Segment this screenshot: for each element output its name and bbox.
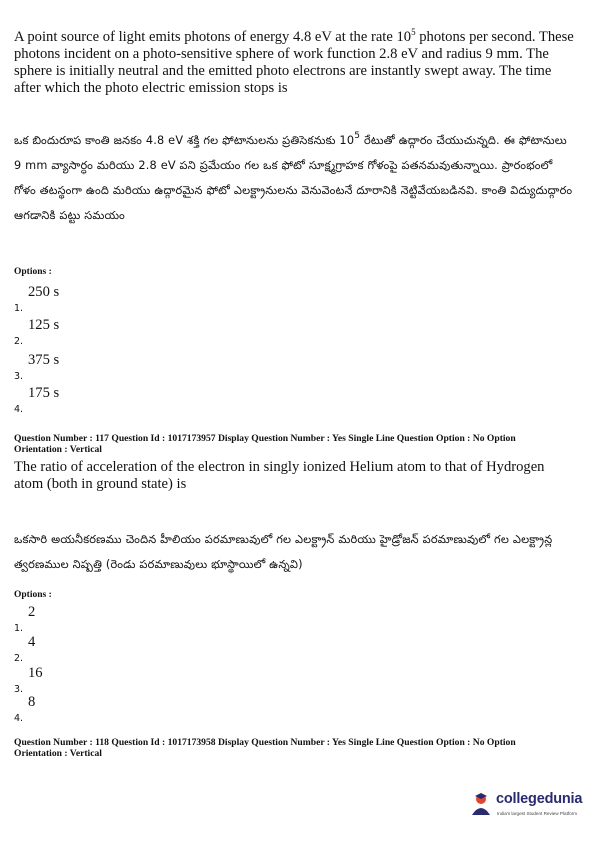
question-117-meta xyxy=(14,433,574,455)
meta-line: Question Number : 118 Question Id : 1017173958 Display Question Number : Yes Single Line Question Option : No Option xyxy=(14,737,516,748)
logo-wordmark: collegedunia xyxy=(496,791,583,807)
option-number: 2. xyxy=(14,336,24,347)
logo-tagline: India's largest Student Review Platform xyxy=(497,811,578,816)
q117-te-exponent: 5 xyxy=(354,131,361,141)
question-117-telugu-text xyxy=(14,128,574,228)
option-number: 4. xyxy=(14,404,24,415)
question-118-english-text: The ratio of acceleration of the electron in singly ionized Helium atom to that of Hydrogen atom (both in ground state) is xyxy=(14,459,545,492)
option-value: 16 xyxy=(28,665,43,681)
option-value: 125 s xyxy=(28,317,60,333)
option-value: 375 s xyxy=(28,352,60,368)
options-header-118: Options : xyxy=(14,590,52,600)
options-header-117: Options : xyxy=(14,267,52,277)
option-118-2[interactable] xyxy=(14,634,134,664)
q117-en-part2: photons per second. These photons incident on a photo-sensitive sphere of work function 2.8 eV and radius 9 mm. The sphere is initially neutral and the emitted photo electrons are instantly swept away. The time after which the photo electric emission stops is xyxy=(14,29,574,96)
option-118-4[interactable] xyxy=(14,694,134,724)
option-number: 3. xyxy=(14,684,24,695)
option-value: 250 s xyxy=(28,284,60,300)
option-117-1[interactable] xyxy=(14,284,134,314)
option-117-4[interactable] xyxy=(14,385,134,415)
option-117-2[interactable] xyxy=(14,317,134,347)
q117-te-part1: ఒక బిందురూప కాంతి జనకం 4.8 eV శక్తి గల ఫోటానులను ప్రతిసెకనుకు 10 xyxy=(14,134,355,147)
option-number: 1. xyxy=(14,623,24,634)
option-118-1[interactable] xyxy=(14,604,134,634)
option-value: 2 xyxy=(28,604,36,620)
question-117-english-text xyxy=(14,29,574,97)
option-number: 4. xyxy=(14,713,24,724)
option-value: 4 xyxy=(28,634,36,650)
option-117-3[interactable] xyxy=(14,352,134,382)
option-value: 8 xyxy=(28,694,36,710)
q117-te-part2: రేటుతో ఉద్గారం చేయుచున్నది. ఈ ఫోటానులు 9 mm వ్యాసార్ధం మరియు 2.8 eV పని ప్రమేయం గల ఒక ఫోటో సూక్ష్మగ్రాహక గోళంపై పతనమవుతున్నాయి. ప్రారంభంలో గోళం తటస్థంగా ఉంది మరియు ఉద్గారమైన ఫోటో ఎలక్ట్రానులను వెనువెంటనే దూరానికి నెట్టివేయబడినవి. కాంతి విద్యుదుద్గారం ఆగడానికి పట్టు సమయం xyxy=(14,134,573,222)
question-118-meta xyxy=(14,737,574,759)
option-118-3[interactable] xyxy=(14,665,134,695)
collegedunia-logo[interactable] xyxy=(470,785,585,825)
question-118-telugu-text: ఒకసారి అయనీకరణము చెందిన హీలియం పరమాణువులో గల ఎలక్ట్రాన్ మరియు హైడ్రోజన్ పరమాణువులో గల ఎలక్ట్రాన్ల త్వరణముల నిష్పత్తి (రెండు పరమాణువులు భూస్థాయిలో ఉన్నవి) xyxy=(14,533,553,571)
meta-line: Orientation : Vertical xyxy=(14,444,102,455)
option-value: 175 s xyxy=(28,385,60,401)
graduate-logo-icon xyxy=(470,791,492,817)
q117-en-part1: A point source of light emits photons of energy 4.8 eV at the rate 10 xyxy=(14,29,412,45)
meta-line: Orientation : Vertical xyxy=(14,748,102,759)
q117-en-exponent: 5 xyxy=(411,27,416,37)
option-number: 3. xyxy=(14,371,24,382)
meta-line: Question Number : 117 Question Id : 1017173957 Display Question Number : Yes Single Line Question Option : No Option xyxy=(14,433,516,444)
option-number: 1. xyxy=(14,303,24,314)
option-number: 2. xyxy=(14,653,24,664)
